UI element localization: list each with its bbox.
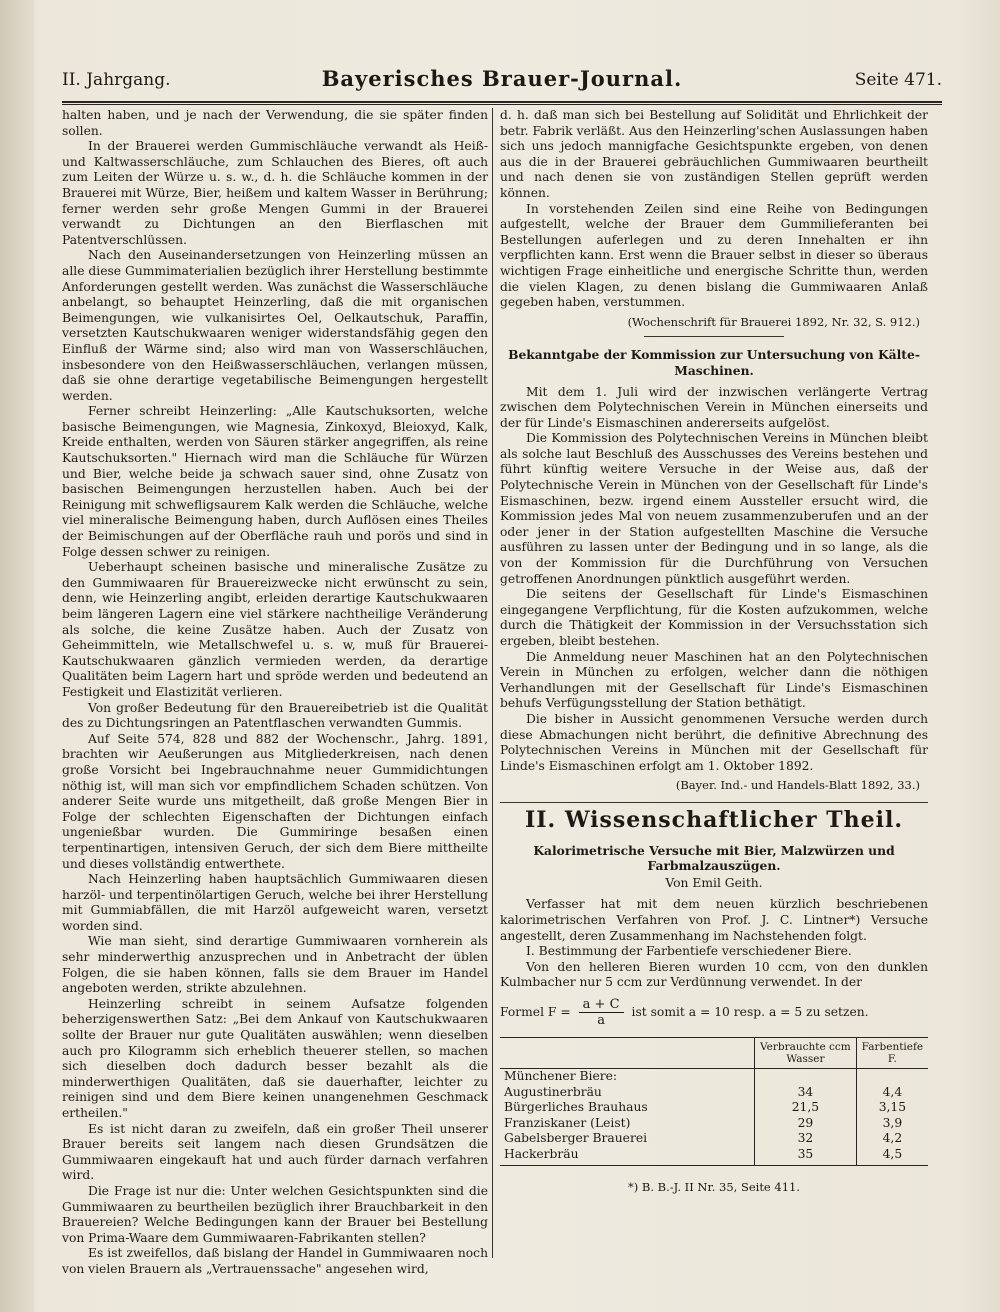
- table-row: [500, 1147, 928, 1166]
- paragraph: halten haben, und je nach der Verwendung, die sie später finden sollen.: [62, 108, 488, 138]
- paragraph: Nach den Auseinandersetzungen von Heinzerling müssen an alle diese Gummimaterialien bezüglich ihrer Herstellung bestimmte Anforderungen gestellt werden. Was zunächst die Wasserschläuche anbelangt, so behauptet Heinzerling, daß die mit organischen Beimengungen, wie vulkanisirtes Oel, Oelkautschuk, Paraffin, versetzten Kautschukwaaren weniger widerstandsfähig gegen den Einfluß der Wärme sind; also wird man von Wasserschläuchen, insbesondere von den Heißwasserschläuchen, verlangen müssen, daß sie ohne derartige vegetabilische Beimengungen hergestellt werden.: [62, 248, 488, 403]
- left-column: [62, 108, 488, 1278]
- paragraph: Die seitens der Gesellschaft für Linde's Eismaschinen eingegangene Verpflichtung, für die Kosten aufzukommen, welche durch die Thätigkeit der Kommission in der Versuchsstation sich ergeben, bleibt bestehen.: [500, 587, 928, 648]
- right-column: [500, 108, 928, 1196]
- table-cell: Augustinerbräu: [504, 1084, 602, 1099]
- paragraph: d. h. daß man sich bei Bestellung auf Solidität und Ehrlichkeit der betr. Fabrik verläßt. Aus den Heinzerling'schen Auslassungen haben sich uns jedoch mannigfache Gesichtspunkte ergeben, von denen aus die in der Brauerei gebräuchlichen Gummiwaaren beurtheilt und nach denen sie von zuständigen Stellen geprüft werden können.: [500, 108, 928, 200]
- table-header: Farbentiefe F.: [856, 1038, 928, 1069]
- beer-color-table: [500, 1037, 928, 1166]
- table-cell: 4,5: [856, 1147, 928, 1166]
- source-citation: (Wochenschrift für Brauerei 1892, Nr. 32, S. 912.): [627, 314, 920, 329]
- table-cell: 4,2: [856, 1131, 928, 1147]
- paragraph: Die Kommission des Polytechnischen Vereins in München bleibt als solche laut Beschluß des Ausschusses des Vereins bestehen und führt künftig weitere Versuche in der Weise aus, daß der Polytechnische Verein in München von der Gesellschaft für Linde's Eismaschinen, bezw. irgend einem Aussteller ersucht wird, die Kommission jedes Mal von neuem zusammenzuberufen und an der oder jener in der Station aufgestellten Maschine die Versuche ausführen zu lassen unter der Bedingung und in so lange, als die von der Kommission für die Durchführung von Versuchen getroffenen Anordnungen pünktlich ausgeführt werden.: [500, 431, 928, 586]
- table-cell: 34: [755, 1085, 857, 1101]
- table-header-row: [500, 1038, 928, 1069]
- paragraph: Auf Seite 574, 828 und 882 der Wochenschr., Jahrg. 1891, brachten wir Aeußerungen aus Mitgliederkreisen, nach denen große Vorsicht bei Ingebrauchnahme neuer Gummidichtungen nöthig ist, will man sich vor empfindlichem Schaden schützen. Von anderer Seite wurde uns mitgetheilt, daß große Mengen Bier in Folge der schlechten Eigenschaften der Dichtungen einfach ungenießbar wurden. Die Gummiringe besaßen einen terpentinartigen, intensiven Geruch, der sich dem Biere mittheilte und dieses vollständig entwerthete.: [62, 731, 488, 871]
- table-cell: 29: [755, 1116, 857, 1132]
- table-cell: 3,9: [856, 1116, 928, 1132]
- paragraph: Es ist zweifellos, daß bislang der Handel in Gummiwaaren noch von vielen Brauern als „Vertrauenssache" angesehen wird,: [62, 1246, 488, 1276]
- table-cell: Franziskaner (Leist): [504, 1115, 631, 1130]
- paragraph: Die Frage ist nur die: Unter welchen Gesichtspunkten sind die Gummiwaaren zu beurtheilen bezüglich ihrer Brauchbarkeit in den Brauereien? Welche Bedingungen kann der Brauer bei Bestellung von Prima-Waare dem Gummiwaaren-Fabrikanten stellen?: [62, 1183, 488, 1245]
- source-citation: (Bayer. Ind.- und Handels-Blatt 1892, 33.): [675, 778, 920, 793]
- table-cell: Hackerbräu: [500, 1147, 755, 1166]
- formula-prefix: Formel F =: [500, 1005, 571, 1020]
- paragraph: Es ist nicht daran zu zweifeln, daß ein großer Theil unserer Brauer bereits seit langem nach diesen Grundsätzen die Gummiwaaren eingekauft hat und auch fürder darnach verfahren wird.: [62, 1121, 488, 1183]
- table-cell: Gabelsberger Brauerei: [504, 1131, 648, 1146]
- table-cell: 35: [755, 1147, 857, 1166]
- paragraph: Von großer Bedeutung für den Brauereibetrieb ist die Qualität des zu Dichtungsringen an Patentflaschen verwandten Gummis.: [62, 700, 488, 731]
- formula: [500, 997, 928, 1029]
- table-cell: 4,4: [856, 1085, 928, 1101]
- table-cell: [755, 1069, 857, 1085]
- subheading: I. Bestimmung der Farbentiefe verschiedener Biere.: [526, 944, 852, 959]
- section-title: II. Wissenschaftlicher Theil.: [524, 806, 904, 833]
- page-number: Seite 471.: [854, 70, 942, 90]
- table-row: [500, 1100, 928, 1116]
- table-group-row: [500, 1069, 928, 1085]
- journal-title: Bayerisches Brauer-Journal.: [321, 66, 683, 91]
- header-rule-thin: [62, 104, 942, 105]
- paragraph: Von den helleren Bieren wurden 10 ccm, von den dunklen Kulmbacher nur 5 ccm zur Verdünnung verwendet. In der: [500, 959, 928, 990]
- volume-label: II. Jahrgang.: [62, 70, 171, 90]
- paragraph: In der Brauerei werden Gummischläuche verwandt als Heiß- und Kaltwasserschläuche, zum Schlauchen des Bieres, oft auch zum Leiten der Würze u. s. w., d. h. die Schläuche kommen in der Brauerei mit Würze, Bier, heißem und kaltem Wasser in Berührung; ferner werden sehr große Mengen Gummi in der Brauerei verwandt zu Dichtungen an den Bierflaschen mit Patentverschlüssen.: [62, 139, 488, 247]
- table-row: [500, 1116, 928, 1132]
- paragraph: In vorstehenden Zeilen sind eine Reihe von Bedingungen aufgestellt, welche der Brauer dem Gummilieferanten bei Bestellungen auferlegen und zu deren Innehalten er ihn verpflichten kann. Erst wenn die Brauer selbst in dieser so überaus wichtigen Frage einheitliche und energische Schritte thun, werden die vielen Klagen, zu denen bislang die Gummiwaaren Anlaß gegeben haben, verstummen.: [500, 201, 928, 310]
- formula-numerator: a + C: [579, 997, 624, 1014]
- table-row: [500, 1131, 928, 1147]
- table-header: Verbrauchte ccm Wasser: [755, 1038, 857, 1069]
- paragraph: Wie man sieht, sind derartige Gummiwaaren vornherein als sehr minderwerthig anzusprechen und in Anbetracht der üblen Folgen, die sie haben können, falls sie dem Brauer im Handel angeboten werden, strikte abzulehnen.: [62, 934, 488, 996]
- section-rule: [500, 802, 928, 803]
- page-header: [62, 66, 942, 96]
- paragraph: Ueberhaupt scheinen basische und mineralische Zusätze zu den Gummiwaaren für Brauereizwecke nicht erwünscht zu sein, denn, wie Heinzerling angibt, erleiden derartige Kautschukwaaren beim längeren Lagern eine viel stärkere nachtheilige Veränderung als solche, die keine Zusätze haben. Auch der Zusatz von Geheimmitteln, wie Metallschwefel u. s. w, muß für Brauerei-Kautschukwaaren gänzlich vermieden werden, da derartige Qualitäten beim Lagern hart und spröde werden und bedeutend an Festigkeit und Elastizität verlieren.: [62, 560, 488, 699]
- formula-fraction: [579, 997, 624, 1029]
- paragraph: Heinzerling schreibt in seinem Aufsatze folgenden beherzigenswerthen Satz: „Bei dem Ankauf von Kautschukwaaren sollte der Brauer nur gute Qualitäten auswählen; wenn dieselben auch pro Kilogramm sich erheblich theuerer stellen, so machen sich dieselben doch dadurch besser bezahlt als die minderwerthigen Qualitäten, daß sie dauerhafter, leichter zu reinigen sind und dem Biere keinen unangenehmen Geschmack ertheilen.": [62, 996, 488, 1120]
- paragraph: Ferner schreibt Heinzerling: „Alle Kautschuksorten, welche basische Beimengungen, wie Magnesia, Zinkoxyd, Bleioxyd, Kalk, Kreide enthalten, werden von Säuren stärker angegriffen, als reine Kautschuksorten." Hiernach wird man die Schläuche für Würzen und Bier, welche beide ja schwach sauer sind, ohne Zusatz von basischen Beimengungen herzustellen haben. Auch bei der Reinigung mit schwefligsaurem Kalk werden die Schläuche, welche viel mineralische Beimengung haben, durch Auflösen eines Theiles der Beimischungen auf der Oberfläche rauh und porös und sind in Folge dessen schwer zu reinigen.: [62, 404, 488, 559]
- paragraph: Mit dem 1. Juli wird der inzwischen verlängerte Vertrag zwischen dem Polytechnischen Verein in München einerseits und der für Linde's Eismaschinen andererseits aufgelöst.: [500, 384, 928, 430]
- table-cell: 21,5: [755, 1100, 857, 1116]
- paragraph: Verfasser hat mit dem neuen kürzlich beschriebenen kalorimetrischen Verfahren von Prof. J. C. Lintner*) Versuche angestellt, deren Zusammenhang im Nachstehenden folgt.: [500, 897, 928, 943]
- column-divider: [492, 108, 493, 1258]
- article-author: Von Emil Geith.: [665, 875, 763, 890]
- table-row: [500, 1085, 928, 1101]
- footnote: *) B. B.-J. II Nr. 35, Seite 411.: [627, 1180, 801, 1195]
- table-cell: Bürgerliches Brauhaus: [504, 1100, 648, 1115]
- formula-denominator: a: [597, 1013, 605, 1029]
- binding-gutter: [0, 0, 34, 1312]
- paragraph: Die bisher in Aussicht genommenen Versuche werden durch diese Abmachungen nicht berührt, die definitive Abrechnung des Polytechnischen Vereins in München mit der Gesellschaft für Linde's Eismaschinen erfolgt am 1. Oktober 1892.: [500, 711, 928, 773]
- formula-suffix: ist somit a = 10 resp. a = 5 zu setzen.: [631, 1005, 869, 1020]
- table-header: [500, 1038, 755, 1069]
- table-cell: [856, 1069, 928, 1085]
- separator-rule: [644, 336, 784, 337]
- notice-title: Bekanntgabe der Kommission zur Untersuchung von Kälte-Maschinen.: [508, 347, 920, 378]
- paragraph: Die Anmeldung neuer Maschinen hat an den Polytechnischen Verein in München zu erfolgen, welcher dann die nöthigen Verhandlungen mit der Gesellschaft für Linde's Eismaschinen behufs Verfügungsstellung der Station bethätigt.: [500, 649, 928, 711]
- table-cell: 3,15: [856, 1100, 928, 1116]
- paragraph: Nach Heinzerling haben hauptsächlich Gummiwaaren diesen harzöl- und terpentinölartigen Geruch, welche bei ihrer Herstellung mit Gummiabfällen, die mit Harzöl aufgeweicht waren, versetzt worden sind.: [62, 872, 489, 933]
- table-cell: 32: [755, 1131, 857, 1147]
- header-rule: [62, 101, 942, 103]
- table-group-label: Münchener Biere:: [504, 1069, 618, 1084]
- article-title: Kalorimetrische Versuche mit Bier, Malzwürzen und Farbmalzauszügen.: [533, 842, 895, 874]
